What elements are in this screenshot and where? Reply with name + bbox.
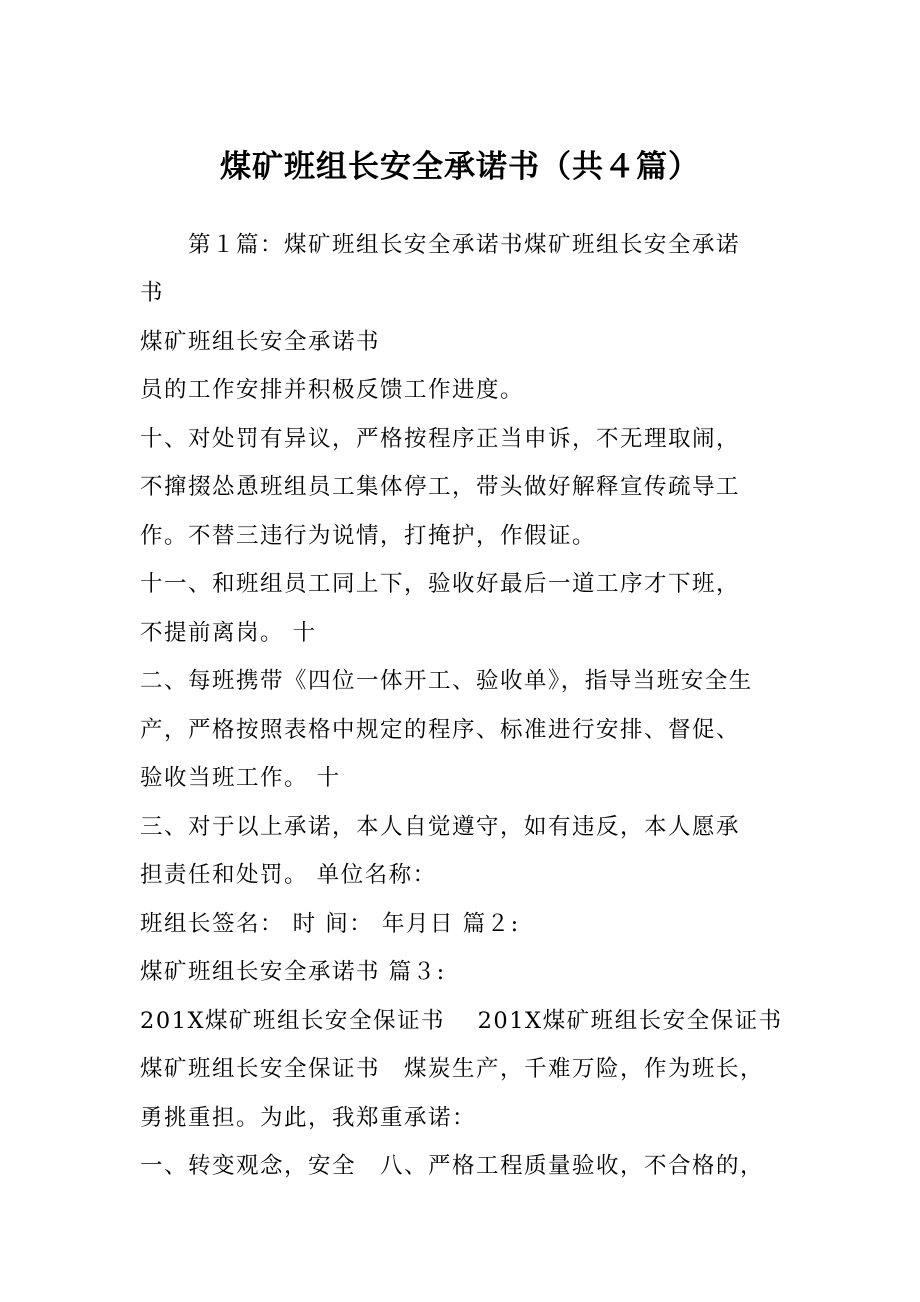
body-line-13: 三、对于以上承诺，本人自觉遵守，如有违反，本人愿承 [140, 814, 741, 840]
body-line-12: 验收当班工作。 十 [140, 765, 341, 791]
body-line-6: 不撺掇怂恿班组员工集体停工，带头做好解释宣传疏导工 [140, 474, 741, 500]
body-line-14: 担责任和处罚。 单位名称： [140, 862, 437, 888]
document-title: 煤矿班组长安全承诺书（共４篇） [220, 149, 700, 185]
body-line-8: 十一、和班组员工同上下，验收好最后一道工序才下班， [140, 571, 741, 597]
body-line-3: 煤矿班组长安全承诺书 [140, 329, 381, 355]
body-line-7: 作。不替三违行为说情，打掩护，作假证。 [140, 523, 597, 549]
body-line-16: 煤矿班组长安全承诺书 篇３: [140, 959, 446, 985]
body-line-17: 201X煤矿班组长安全保证书 201X煤矿班组长安全保证书 [140, 1008, 783, 1034]
body-line-15: 班组长签名： 时 间： 年月日 篇２: [140, 911, 520, 937]
body-line-20: 一、转变观念，安全 八、严格工程质量验收，不合格的， [140, 1153, 765, 1179]
body-line-10: 二、每班携带《四位一体开工、验收单》，指导当班安全生 [140, 668, 753, 694]
body-line-4: 员的工作安排并积极反馈工作进度。 [140, 377, 525, 403]
body-line-19: 勇挑重担。为此，我郑重承诺： [140, 1105, 477, 1131]
body-line-11: 产，严格按照表格中规定的程序、标准进行安排、督促、 [140, 717, 741, 743]
body-line-1: 第１篇：煤矿班组长安全承诺书煤矿班组长安全承诺 [140, 232, 741, 258]
body-line-9: 不提前离岗。 十 [140, 620, 317, 646]
body-line-2: 书 [140, 280, 165, 306]
body-line-18: 煤矿班组长安全保证书 煤炭生产，千难万险，作为班长， [140, 1056, 765, 1082]
body-line-5: 十、对处罚有异议，严格按程序正当申诉，不无理取闹， [140, 426, 741, 452]
